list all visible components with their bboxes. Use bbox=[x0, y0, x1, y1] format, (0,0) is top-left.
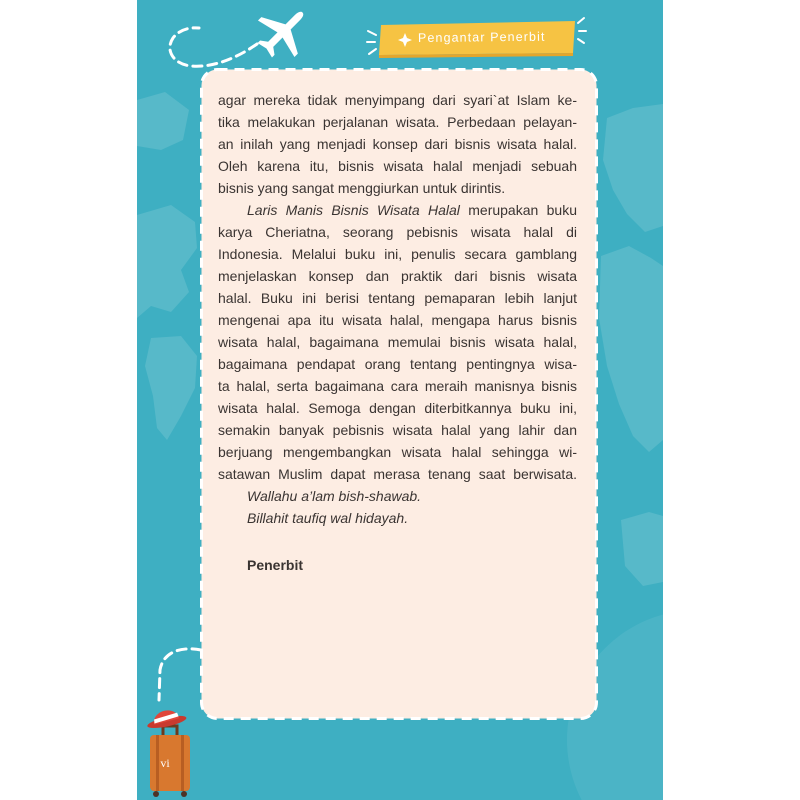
continent-shape bbox=[603, 104, 663, 232]
body-text-line: Indonesia. Melalui buku ini, penulis secara gamblang bbox=[218, 246, 577, 262]
page-number: vi bbox=[160, 756, 170, 770]
body-text-line bbox=[218, 199, 577, 221]
suitcase-stripe bbox=[181, 735, 184, 791]
suitcase-icon bbox=[141, 698, 203, 800]
content-panel bbox=[200, 68, 598, 720]
body-text-line: tika melakukan perjalanan wisata. Perbedaan pelayan- bbox=[218, 114, 577, 130]
body-text-line: Oleh karena itu, bisnis wisata halal menjadi sebuah bbox=[218, 158, 577, 174]
body-text-fragment: merupakan buku bbox=[459, 202, 577, 218]
airplane-icon bbox=[253, 2, 313, 62]
closing-line: Billahit taufiq wal hidayah. bbox=[247, 510, 409, 526]
body-text-line: halal. Buku ini berisi tentang pemaparan lebih lanjut bbox=[218, 290, 577, 306]
body-text-line: ta halal, serta bagaimana cara meraih manisnya bisnis bbox=[218, 378, 577, 394]
body-text-line: karya Cheriatna, seorang pebisnis wisata halal di bbox=[218, 224, 577, 240]
section-tag-label: Pengantar Penerbit bbox=[417, 29, 546, 45]
body-text-line: wisata halal, bagaimana memulai bisnis wisata halal, bbox=[218, 334, 577, 350]
continent-shape bbox=[145, 336, 197, 440]
body-text-line: an inilah yang menjadi konsep dari bisnis wisata halal. bbox=[218, 136, 577, 152]
continent-shape bbox=[137, 205, 197, 318]
book-page bbox=[137, 0, 663, 800]
continent-shape bbox=[599, 246, 663, 452]
body-text-line: wisata halal. Semoga dengan diterbitkannya buku ini, bbox=[218, 400, 577, 416]
signature: Penerbit bbox=[247, 557, 304, 573]
closing-salutation bbox=[218, 485, 577, 529]
closing-line: Wallahu a’lam bish-shawab. bbox=[247, 488, 422, 504]
suitcase-handle bbox=[163, 726, 177, 735]
body-text-line: menjelaskan konsep dan praktik dari bisnis wisata bbox=[218, 268, 577, 284]
body-text bbox=[218, 89, 577, 576]
suitcase-wheel bbox=[153, 791, 159, 797]
body-text-line: bagaimana pendapat orang tentang pentingnya wisa- bbox=[218, 356, 577, 372]
continent-shape bbox=[621, 512, 663, 586]
body-text-line: berjuang mengembangkan wisata halal sehingga wi- bbox=[218, 444, 577, 460]
paragraph-2 bbox=[218, 199, 577, 485]
body-text-line: bisnis yang sangat menggiurkan untuk dirintis. bbox=[218, 180, 506, 196]
body-text-line: mengenai apa itu wisata halal, mengapa harus bisnis bbox=[218, 312, 577, 328]
continent-shape bbox=[137, 92, 189, 150]
body-text-line: semakin banyak pebisnis wisata halal yang lahir dan bbox=[218, 422, 577, 438]
body-text-line: satawan Muslim dapat merasa tenang saat berwisata. bbox=[218, 466, 577, 482]
body-text-line: agar mereka tidak menyimpang dari syari`at Islam ke- bbox=[218, 92, 577, 108]
paragraph-1 bbox=[218, 89, 577, 199]
suitcase-wheel bbox=[181, 791, 187, 797]
book-title: Laris Manis Bisnis Wisata Halal bbox=[247, 202, 460, 218]
